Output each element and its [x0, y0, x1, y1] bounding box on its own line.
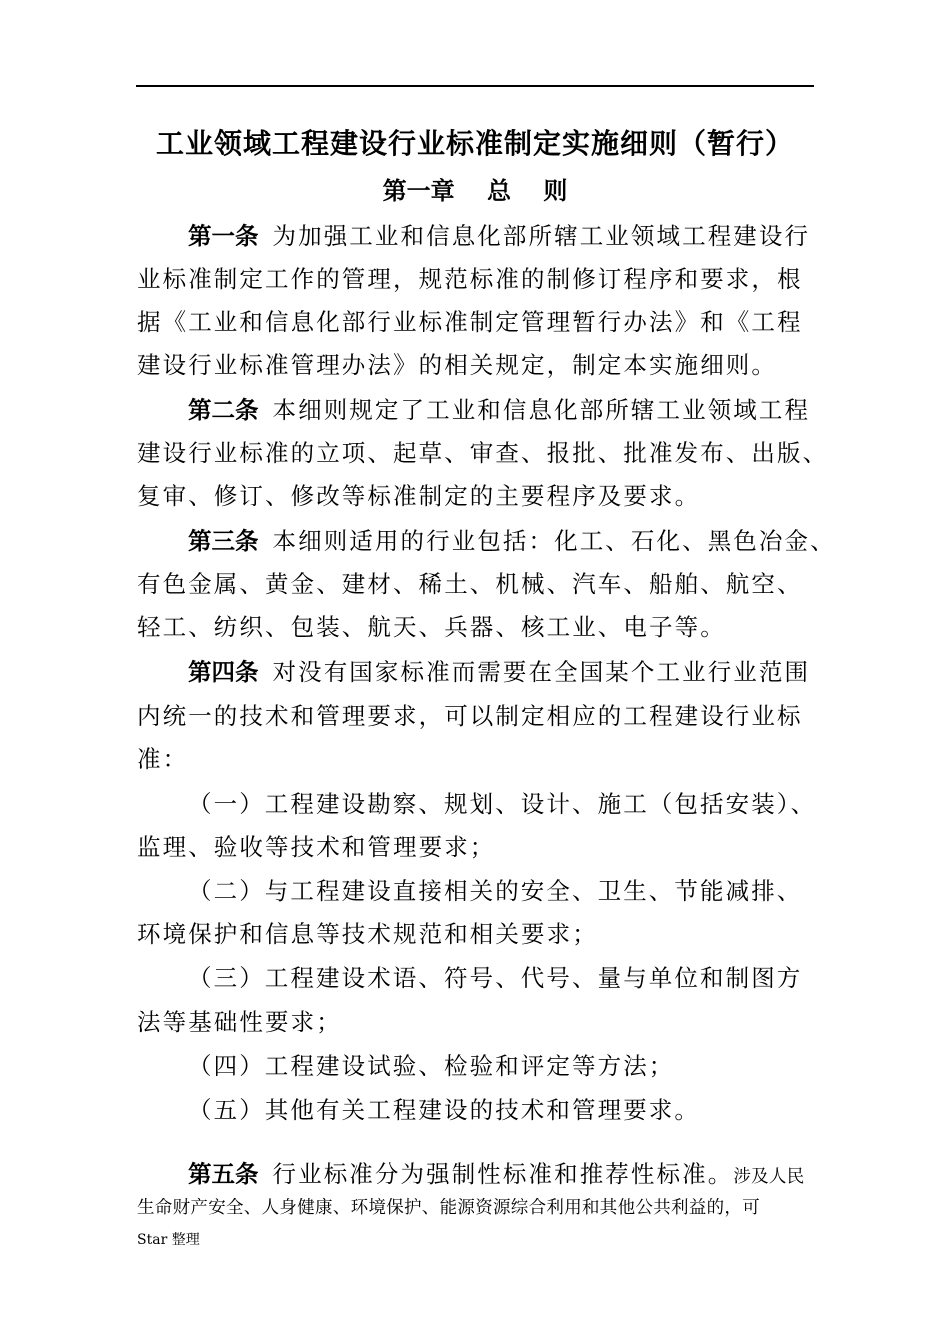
article-2-line-2: 建设行业标准的立项、起草、审查、报批、批准发布、出版、 — [137, 439, 829, 467]
chapter-heading: 第一章 总 则 — [382, 177, 568, 205]
article-2-line-1: 第二条 本细则规定了工业和信息化部所辖工业领域工程 — [188, 396, 811, 424]
article-3-line-2: 有色金属、黄金、建材、稀土、机械、汽车、船舶、航空、 — [137, 570, 803, 598]
header-rule — [136, 85, 814, 87]
article-3-line-3: 轻工、纺织、包装、航天、兵器、核工业、电子等。 — [137, 613, 726, 641]
article-4-item-2-line-1: （二）与工程建设直接相关的安全、卫生、节能减排、 — [188, 877, 803, 905]
article-4-line-3: 准： — [137, 745, 189, 773]
article-5-line-2: 生命财产安全、人身健康、环境保护、能源资源综合利用和其他公共利益的，可 — [137, 1198, 760, 1218]
article-4-item-1-line-1: （一）工程建设勘察、规划、设计、施工（包括安装）、 — [188, 790, 817, 818]
article-4-item-4: （四）工程建设试验、检验和评定等方法； — [188, 1052, 675, 1080]
article-1-line-3: 据《工业和信息化部行业标准制定管理暂行办法》和《工程 — [137, 308, 803, 336]
article-3-label: 第三条 — [188, 527, 259, 555]
article-4-item-3-line-2: 法等基础性要求； — [137, 1008, 342, 1036]
article-4-item-2-line-2: 环境保护和信息等技术规范和相关要求； — [137, 920, 598, 948]
footer-note: Star 整理 — [137, 1232, 200, 1248]
article-1-label: 第一条 — [188, 222, 259, 250]
article-4-label: 第四条 — [188, 658, 259, 686]
article-1-line-4: 建设行业标准管理办法》的相关规定，制定本实施细则。 — [137, 351, 777, 379]
article-5-label: 第五条 — [188, 1160, 259, 1188]
article-4-item-5: （五）其他有关工程建设的技术和管理要求。 — [188, 1096, 700, 1124]
article-4-item-1-line-2: 监理、验收等技术和管理要求； — [137, 833, 496, 861]
article-1-line-2: 业标准制定工作的管理，规范标准的制修订程序和要求，根 — [137, 265, 803, 293]
article-4-item-3-line-1: （三）工程建设术语、符号、代号、量与单位和制图方 — [188, 964, 803, 992]
article-4-line-1: 第四条 对没有国家标准而需要在全国某个工业行业范围 — [188, 658, 811, 686]
document-title: 工业领域工程建设行业标准制定实施细则（暂行） — [155, 127, 794, 160]
article-5-line-1: 第五条 行业标准分为强制性标准和推荐性标准。涉及人民 — [188, 1160, 805, 1188]
article-2-label: 第二条 — [188, 396, 259, 424]
article-1-line-1: 第一条 为加强工业和信息化部所辖工业领域工程建设行 — [188, 222, 811, 250]
article-4-line-2: 内统一的技术和管理要求，可以制定相应的工程建设行业标 — [137, 702, 803, 730]
article-3-line-1: 第三条 本细则适用的行业包括：化工、石化、黑色冶金、 — [188, 527, 836, 555]
article-2-line-3: 复审、修订、修改等标准制定的主要程序及要求。 — [137, 482, 701, 510]
